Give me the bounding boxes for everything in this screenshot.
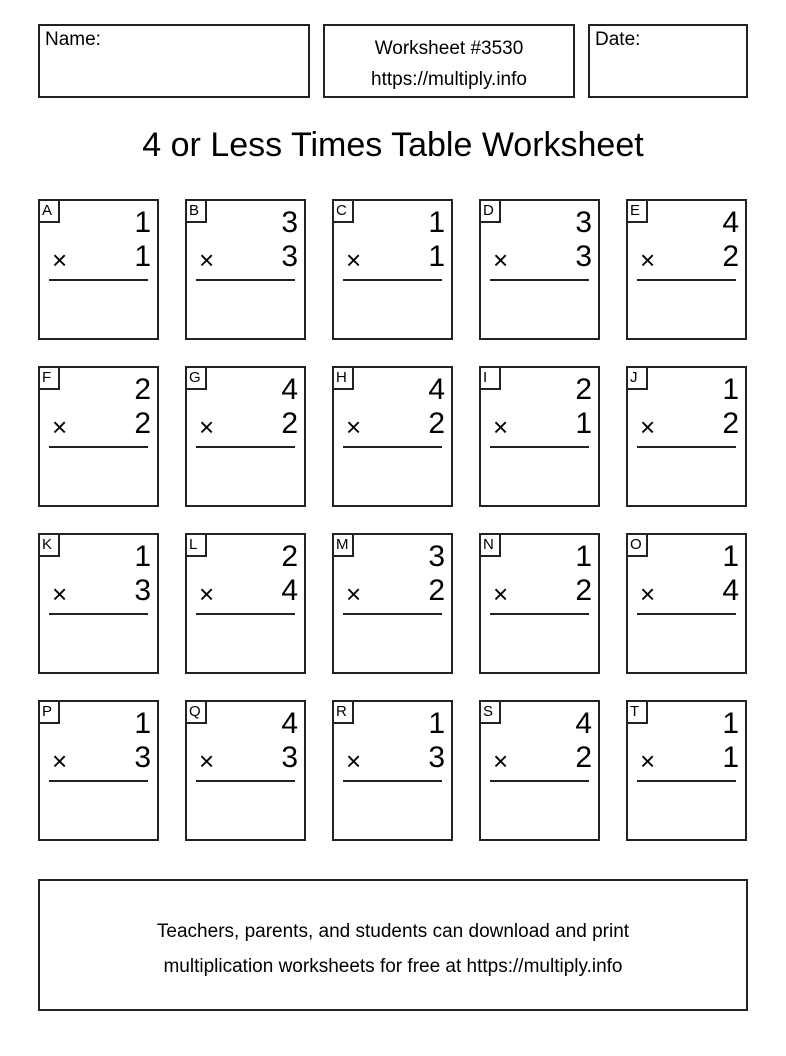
multiplier: 3 [575, 240, 592, 273]
problem-label: N [479, 533, 501, 557]
problem-label: A [38, 199, 60, 223]
problem-label: G [185, 366, 207, 390]
multiplicand: 3 [428, 540, 445, 573]
multiply-sign-icon: × [199, 412, 215, 442]
multiply-sign-icon: × [199, 746, 215, 776]
answer-line [49, 446, 148, 448]
answer-line [637, 613, 736, 615]
multiplier: 3 [281, 741, 298, 774]
multiply-sign-icon: × [640, 746, 656, 776]
multiplier: 2 [428, 574, 445, 607]
answer-line [490, 613, 589, 615]
multiplicand: 1 [722, 540, 739, 573]
date-label: Date: [595, 29, 641, 50]
answer-line [637, 446, 736, 448]
worksheet-url: https://multiply.info [371, 69, 527, 90]
problem-card[interactable] [479, 700, 600, 841]
problem-card[interactable] [185, 199, 306, 340]
problem-label: J [626, 366, 648, 390]
problem-card[interactable] [332, 199, 453, 340]
multiply-sign-icon: × [493, 746, 509, 776]
problem-label: I [479, 366, 501, 390]
name-label: Name: [45, 29, 101, 50]
problem-card[interactable] [38, 199, 159, 340]
multiplier: 2 [428, 407, 445, 440]
multiply-sign-icon: × [640, 245, 656, 275]
answer-line [637, 780, 736, 782]
problem-card[interactable] [38, 533, 159, 674]
multiplicand: 1 [722, 707, 739, 740]
multiply-sign-icon: × [346, 746, 362, 776]
answer-line [196, 780, 295, 782]
problem-label: T [626, 700, 648, 724]
problem-label: H [332, 366, 354, 390]
name-field-box[interactable] [38, 24, 310, 98]
problem-card[interactable] [626, 366, 747, 507]
problem-card[interactable] [626, 700, 747, 841]
multiplicand: 1 [134, 707, 151, 740]
multiply-sign-icon: × [493, 412, 509, 442]
multiply-sign-icon: × [346, 579, 362, 609]
problem-card[interactable] [185, 366, 306, 507]
multiplicand: 1 [428, 206, 445, 239]
worksheet-number: Worksheet #3530 [374, 38, 524, 59]
problem-label: P [38, 700, 60, 724]
problem-label: L [185, 533, 207, 557]
multiplicand: 3 [281, 206, 298, 239]
answer-line [49, 613, 148, 615]
problem-card[interactable] [332, 700, 453, 841]
answer-line [637, 279, 736, 281]
answer-line [343, 279, 442, 281]
problem-card[interactable] [38, 700, 159, 841]
problem-card[interactable] [479, 366, 600, 507]
multiplier: 2 [575, 741, 592, 774]
multiply-sign-icon: × [640, 579, 656, 609]
date-field-box[interactable] [588, 24, 748, 98]
multiplicand: 2 [134, 373, 151, 406]
problem-card[interactable] [38, 366, 159, 507]
multiply-sign-icon: × [346, 412, 362, 442]
multiply-sign-icon: × [52, 245, 68, 275]
multiplicand: 4 [575, 707, 592, 740]
problem-card[interactable] [185, 700, 306, 841]
multiply-sign-icon: × [493, 579, 509, 609]
multiply-sign-icon: × [493, 245, 509, 275]
multiplier: 2 [281, 407, 298, 440]
answer-line [343, 446, 442, 448]
multiplier: 3 [134, 574, 151, 607]
multiply-sign-icon: × [52, 412, 68, 442]
footer-line-1: Teachers, parents, and students can download and print [156, 921, 630, 942]
problem-label: K [38, 533, 60, 557]
footer-line-2: multiplication worksheets for free at https://multiply.info [163, 956, 623, 977]
multiplier: 1 [134, 240, 151, 273]
multiplier: 4 [281, 574, 298, 607]
problem-card[interactable] [626, 533, 747, 674]
problem-label: O [626, 533, 648, 557]
multiply-sign-icon: × [346, 245, 362, 275]
multiplier: 2 [722, 407, 739, 440]
answer-line [49, 279, 148, 281]
multiply-sign-icon: × [52, 746, 68, 776]
multiply-sign-icon: × [199, 245, 215, 275]
multiply-sign-icon: × [199, 579, 215, 609]
multiplicand: 4 [428, 373, 445, 406]
problem-card[interactable] [332, 533, 453, 674]
problem-card[interactable] [185, 533, 306, 674]
multiplier: 1 [575, 407, 592, 440]
multiply-sign-icon: × [52, 579, 68, 609]
multiplicand: 1 [428, 707, 445, 740]
problem-label: M [332, 533, 354, 557]
multiplier: 3 [134, 741, 151, 774]
multiplier: 2 [134, 407, 151, 440]
problem-label: C [332, 199, 354, 223]
answer-line [196, 446, 295, 448]
problem-label: D [479, 199, 501, 223]
problem-card[interactable] [479, 199, 600, 340]
multiplier: 4 [722, 574, 739, 607]
multiplier: 2 [575, 574, 592, 607]
answer-line [196, 613, 295, 615]
multiplicand: 1 [575, 540, 592, 573]
multiplicand: 1 [134, 540, 151, 573]
multiplicand: 1 [134, 206, 151, 239]
page-title: 4 or Less Times Table Worksheet [142, 126, 644, 164]
multiplicand: 4 [722, 206, 739, 239]
answer-line [490, 279, 589, 281]
answer-line [196, 279, 295, 281]
multiplicand: 3 [575, 206, 592, 239]
multiplicand: 2 [575, 373, 592, 406]
multiplier: 1 [428, 240, 445, 273]
answer-line [343, 780, 442, 782]
multiplicand: 4 [281, 373, 298, 406]
problem-label: R [332, 700, 354, 724]
problem-card[interactable] [626, 199, 747, 340]
answer-line [49, 780, 148, 782]
problem-card[interactable] [479, 533, 600, 674]
problem-label: Q [185, 700, 207, 724]
footer-box [38, 879, 748, 1011]
problem-label: B [185, 199, 207, 223]
multiplicand: 4 [281, 707, 298, 740]
worksheet-info-box [323, 24, 575, 98]
multiplicand: 1 [722, 373, 739, 406]
multiply-sign-icon: × [640, 412, 656, 442]
problem-card[interactable] [332, 366, 453, 507]
multiplicand: 2 [281, 540, 298, 573]
answer-line [343, 613, 442, 615]
answer-line [490, 780, 589, 782]
answer-line [490, 446, 589, 448]
problem-label: F [38, 366, 60, 390]
multiplier: 3 [281, 240, 298, 273]
multiplier: 1 [722, 741, 739, 774]
multiplier: 2 [722, 240, 739, 273]
problem-label: E [626, 199, 648, 223]
multiplier: 3 [428, 741, 445, 774]
problem-label: S [479, 700, 501, 724]
